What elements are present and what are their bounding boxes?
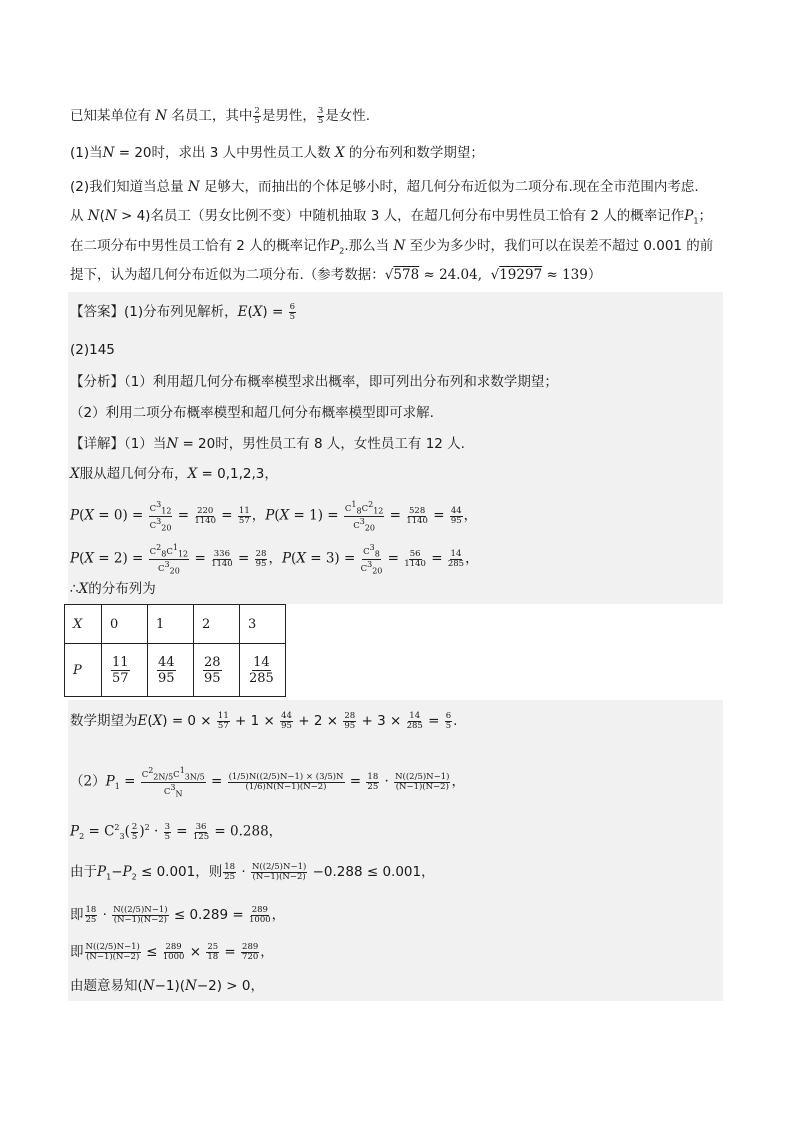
inequality-2: 即 $\frac{18}{25}$ · $\frac{N((2/5)N-1)}{(N-1)(N-2)}$ ≤ 0.289 = $\frac{289}{1000}$ ，: [70, 904, 286, 925]
table-cell: 2: [194, 605, 240, 644]
detail-2: X服从超几何分布，X = 0,1,2,3，: [70, 466, 278, 482]
table-cell: 0: [102, 605, 148, 644]
table-cell: $\frac{14}{285}$: [240, 644, 286, 697]
table-header-p: P: [65, 644, 102, 697]
table-row: [65, 644, 286, 697]
table-cell: $\frac{11}{57}$: [102, 644, 148, 697]
analysis-1: 【分析】（1）利用超几何分布概率模型求出概率，即可列出分布列和求数学期望；: [70, 374, 558, 390]
analysis-2: （2）利用二项分布概率模型和超几何分布概率模型即可求解.: [70, 405, 434, 421]
inequality-3: 即 $\frac{N((2/5)N-1)}{(N-1)(N-2)}$ ≤ $\frac{289}{1000}$ × $\frac{25}{18}$ = $\frac{289}{720}$ ，: [70, 941, 274, 962]
question-2-line-3: 在二项分布中男性员工恰有 2 人的概率记作$P_2$.那么当 N 至少为多少时，我们可以在误差不超过 0.001 的前: [70, 238, 714, 256]
problem-intro: 已知某单位有 N 名员工，其中 $\frac{2}{5}$ 是男性， $\frac{3}{5}$ 是女性.: [70, 105, 371, 126]
table-cell: $\frac{28}{95}$: [194, 644, 240, 697]
question-2-line-2: 从 N(N > 4)名员工（男女比例不变）中随机抽取 3 人，在超几何分布中男性员工恰有 2 人的概率记作$P_1$；: [70, 208, 712, 226]
distribution-table: [64, 604, 286, 697]
prob-x2-x3: P(X = 2) = $\frac{C28C112}{C320}$ = $\frac{336}{1140}$ = $\frac{28}{95}$ ，P(X = 3) = $\frac{C38}{C320}$ = $\frac{56}{1140}$ = $\frac{14}{285}$ ，: [70, 543, 479, 576]
question-2-line-4: 提下，认为超几何分布近似为二项分布.（参考数据：√578 ≈ 24.04, √19297 ≈ 139）: [70, 267, 602, 283]
prob-x0-x1: P(X = 0) = $\frac{C312}{C320}$ = $\frac{220}{1140}$ = $\frac{11}{57}$ ，P(X = 1) = $\frac{C18C212}{C320}$ = $\frac{528}{1140}$ = $\frac{44}{95}$ ，: [70, 500, 478, 533]
answer-1: 【答案】(1)分布列见解析，E(X) = $\frac{6}{5}$: [70, 301, 295, 322]
distribution-heading: ∴X的分布列为: [70, 581, 156, 597]
answer-2: (2)145: [70, 342, 115, 358]
table-row: [65, 605, 286, 644]
question-2-line-1: (2)我们知道当总量 N 足够大，而抽出的个体足够小时，超几何分布近似为二项分布.现在全市范围内考虑.: [70, 179, 699, 195]
table-cell: $\frac{44}{95}$: [148, 644, 194, 697]
table-cell: 1: [148, 605, 194, 644]
p1-formula: $(2)P_1$ = $\frac{C22N/5C13N/5}{C3N}$ = $\frac{(1/5)N((2/5)N-1) \times (3/5)N}{(1/6)N(N-1)(N-2)}$ = $\frac{18}{25}$ · $\frac{N((2/5)N-1)}{(N-1)(N-2)}$ ，: [70, 766, 465, 799]
question-1: (1)当N = 20时，求出 3 人中男性员工人数 X 的分布列和数学期望；: [70, 145, 484, 161]
table-cell: 3: [240, 605, 286, 644]
inequality-4: 由题意易知(N−1)(N−2) > 0，: [70, 978, 264, 994]
table-header-x: X: [65, 605, 102, 644]
p2-formula: $P_2 = C^2_3$( $\frac{2}{5}$ )$^2$ · $\frac{3}{5}$ = $\frac{36}{125}$ = 0.288，: [70, 821, 283, 842]
detail-1: 【详解】（1）当N = 20时，男性员工有 8 人，女性员工有 12 人.: [70, 436, 465, 452]
expectation: 数学期望为E(X) = 0 × $\frac{11}{57}$ + 1 × $\frac{44}{95}$ + 2 × $\frac{28}{95}$ + 3 × $\frac{14}{285}$ = $\frac{6}{5}$ .: [70, 710, 458, 731]
inequality-1: 由于$P_1-P_2 \le 0.001$，则 $\frac{18}{25}$ · $\frac{N((2/5)N-1)}{(N-1)(N-2)}$ −0.288 ≤ 0.001，: [70, 861, 435, 882]
